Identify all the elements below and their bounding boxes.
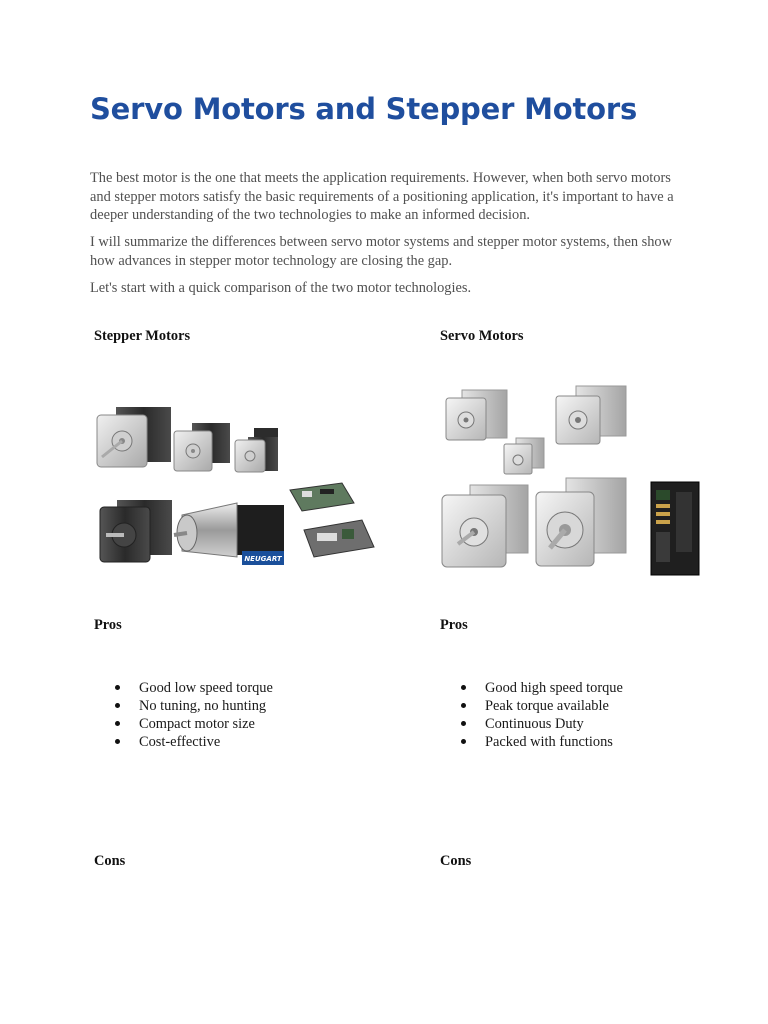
servo-cons-heading: Cons — [440, 853, 472, 869]
bullet-icon — [115, 703, 120, 708]
list-item: Good high speed torque — [461, 679, 623, 697]
bullet-icon — [461, 721, 466, 726]
stepper-motors-image — [92, 395, 382, 580]
medium-stepper-motor — [174, 423, 230, 471]
large-stepper-motor — [97, 407, 171, 467]
bullet-icon — [115, 739, 120, 744]
geared-stepper-motor — [100, 500, 172, 562]
servo-motor-small-center — [504, 438, 544, 474]
list-item: Packed with functions — [461, 733, 623, 751]
stepper-pros-heading: Pros — [94, 617, 122, 633]
planetary-gearhead-stepper — [174, 503, 284, 565]
stepper-cons-heading: Cons — [94, 853, 126, 869]
servo-motor-top-left — [446, 390, 507, 440]
servo-driver-unit — [651, 482, 699, 575]
intro-paragraph-1: The best motor is the one that meets the application requirements. However, when both servo motors and stepper motors satisfy the basic requirements of a positioning application, it's important to have a deeper understanding of the two technologies to make an informed decision. — [90, 170, 674, 223]
bullet-icon — [461, 739, 466, 744]
neugart-logo: NEUGART — [244, 555, 282, 563]
servo-motors-image — [438, 380, 704, 580]
servo-pros-heading: Pros — [440, 617, 468, 633]
bullet-icon — [115, 721, 120, 726]
servo-motor-large-bottom-left — [442, 485, 528, 567]
stepper-pros-list — [115, 679, 273, 751]
servo-motor-top-right — [556, 386, 626, 444]
list-item: Peak torque available — [461, 697, 623, 715]
servo-pros-list — [461, 679, 623, 751]
bullet-icon — [461, 703, 466, 708]
list-item: Continuous Duty — [461, 715, 623, 733]
page-title: Servo Motors and Stepper Motors — [90, 92, 638, 126]
servo-motor-geared-bottom-center — [536, 478, 626, 566]
list-item: Compact motor size — [115, 715, 273, 733]
intro-paragraph-3: Let's start with a quick comparison of the two motor technologies. — [90, 280, 472, 296]
list-item: Cost-effective — [115, 733, 273, 751]
list-item: No tuning, no hunting — [115, 697, 273, 715]
bullet-icon — [461, 685, 466, 690]
stepper-motors-heading: Stepper Motors — [94, 328, 191, 344]
bullet-icon — [115, 685, 120, 690]
list-item: Good low speed torque — [115, 679, 273, 697]
servo-motors-heading: Servo Motors — [440, 328, 524, 344]
small-stepper-motor — [235, 428, 278, 472]
intro-paragraph-2: I will summarize the differences between servo motor systems and stepper motor systems, then show how advances in stepper motor technology are closing the gap. — [90, 234, 673, 269]
stepper-driver-boards — [290, 483, 374, 557]
